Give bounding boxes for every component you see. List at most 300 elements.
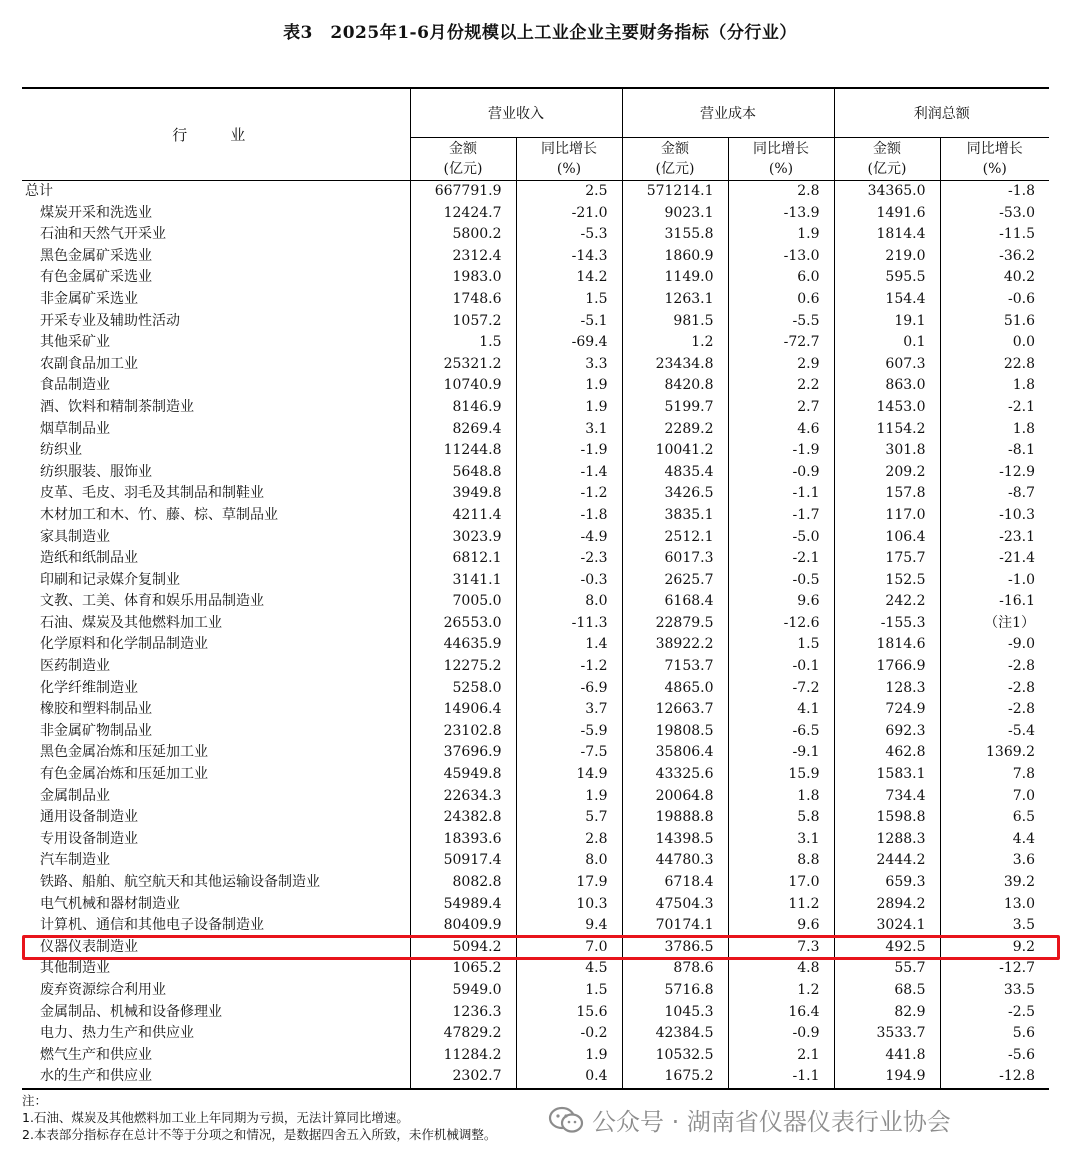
table-row [22, 980, 1049, 1002]
industry-name: 铁路、船舶、航空航天和其他运输设备制造业 [40, 874, 320, 890]
revenue-growth: 9.4 [516, 915, 622, 937]
profit-growth: 1.8 [940, 375, 1049, 397]
cost-growth: 1.2 [728, 980, 834, 1002]
table-row [22, 570, 1049, 592]
revenue-amount: 11244.8 [410, 440, 516, 462]
cost-growth: -5.0 [728, 527, 834, 549]
industry-name: 通用设备制造业 [40, 809, 138, 826]
revenue-amount: 3949.8 [410, 483, 516, 505]
profit-growth: 4.4 [940, 829, 1049, 851]
table-row [22, 937, 1049, 959]
profit-growth: -53.0 [940, 203, 1049, 225]
revenue-amount: 1.5 [410, 332, 516, 354]
cost-amount: 2625.7 [622, 570, 728, 592]
revenue-amount: 50917.4 [410, 850, 516, 872]
table-row [22, 397, 1049, 419]
watermark [548, 1102, 951, 1137]
profit-amount: 34365.0 [834, 181, 940, 203]
cost-amount: 6718.4 [622, 872, 728, 894]
revenue-amount: 8146.9 [410, 397, 516, 419]
revenue-amount: 12424.7 [410, 203, 516, 225]
cost-amount: 35806.4 [622, 742, 728, 764]
cost-growth: 16.4 [728, 1002, 834, 1024]
table-row [22, 224, 1049, 246]
revenue-growth: 8.0 [516, 850, 622, 872]
revenue-growth: 14.9 [516, 764, 622, 786]
industry-name: 造纸和纸制品业 [40, 550, 138, 567]
table-row [22, 354, 1049, 376]
profit-amount: 242.2 [834, 591, 940, 613]
cost-amount: 571214.1 [622, 181, 728, 203]
revenue-growth: 3.7 [516, 699, 622, 721]
profit-amount: 154.4 [834, 289, 940, 311]
revenue-amount: 1236.3 [410, 1002, 516, 1024]
industry-name: 非金属矿物制品业 [40, 722, 152, 739]
note-heading: 注： [22, 1093, 48, 1108]
revenue-growth: -5.1 [516, 311, 622, 333]
profit-growth: 7.8 [940, 764, 1049, 786]
revenue-growth: -2.3 [516, 548, 622, 570]
revenue-amount: 3141.1 [410, 570, 516, 592]
revenue-growth: -6.9 [516, 678, 622, 700]
profit-growth: -2.1 [940, 397, 1049, 419]
revenue-amount: 6812.1 [410, 548, 516, 570]
revenue-amount: 24382.8 [410, 807, 516, 829]
industry-name: 石油、煤炭及其他燃料加工业 [40, 614, 222, 631]
industry-name: 木材加工和木、竹、藤、棕、草制品业 [40, 506, 278, 523]
profit-amount: 117.0 [834, 505, 940, 527]
table-row [22, 1045, 1049, 1067]
industry-name: 金属制品、机械和设备修理业 [40, 1003, 222, 1020]
profit-amount: 1766.9 [834, 656, 940, 678]
profit-growth: （注1） [940, 613, 1049, 635]
profit-growth: -2.8 [940, 699, 1049, 721]
revenue-amount: 5648.8 [410, 462, 516, 484]
table-row [22, 332, 1049, 354]
industry-name: 家具制造业 [40, 528, 110, 545]
table-row [22, 246, 1049, 268]
cost-growth: 6.0 [728, 267, 834, 289]
revenue-growth: 1.9 [516, 1045, 622, 1067]
profit-growth: 40.2 [940, 267, 1049, 289]
profit-amount: 1814.4 [834, 224, 940, 246]
cost-growth: 2.9 [728, 354, 834, 376]
industry-name: 纺织业 [40, 442, 82, 459]
profit-amount: 1154.2 [834, 419, 940, 441]
profit-amount: 3533.7 [834, 1023, 940, 1045]
profit-growth: 3.6 [940, 850, 1049, 872]
table-row [22, 289, 1049, 311]
table-row [22, 656, 1049, 678]
revenue-growth: -5.9 [516, 721, 622, 743]
table-row [22, 699, 1049, 721]
profit-amount: 441.8 [834, 1045, 940, 1067]
profit-growth: 51.6 [940, 311, 1049, 333]
table-row [22, 850, 1049, 872]
cost-amount: 44780.3 [622, 850, 728, 872]
revenue-amount: 11284.2 [410, 1045, 516, 1067]
industry-name: 食品制造业 [40, 377, 110, 394]
revenue-amount: 25321.2 [410, 354, 516, 376]
wechat-icon [548, 1106, 584, 1134]
profit-growth: -1.8 [940, 181, 1049, 203]
revenue-growth: -1.2 [516, 483, 622, 505]
revenue-amount: 667791.9 [410, 181, 516, 203]
revenue-growth: 10.3 [516, 894, 622, 916]
revenue-growth: 15.6 [516, 1002, 622, 1024]
table-row [22, 915, 1049, 937]
profit-amount: 19.1 [834, 311, 940, 333]
revenue-growth: 7.0 [516, 937, 622, 959]
cost-amount: 6017.3 [622, 548, 728, 570]
cost-amount: 19808.5 [622, 721, 728, 743]
profit-growth: -8.1 [940, 440, 1049, 462]
cost-growth: 17.0 [728, 872, 834, 894]
profit-growth: 9.2 [940, 937, 1049, 959]
profit-growth: -16.1 [940, 591, 1049, 613]
profit-amount: 55.7 [834, 958, 940, 980]
revenue-amount: 3023.9 [410, 527, 516, 549]
industry-name: 其他采矿业 [40, 334, 110, 351]
header-growth: 同比增长 (%) [728, 138, 834, 181]
cost-amount: 3426.5 [622, 483, 728, 505]
cost-amount: 14398.5 [622, 829, 728, 851]
table-row [22, 678, 1049, 700]
revenue-amount: 5258.0 [410, 678, 516, 700]
table-row [22, 1066, 1049, 1089]
cost-growth: -0.5 [728, 570, 834, 592]
revenue-growth: 1.5 [516, 289, 622, 311]
cost-amount: 47504.3 [622, 894, 728, 916]
industry-name: 水的生产和供应业 [22, 1066, 410, 1089]
profit-growth: -8.7 [940, 483, 1049, 505]
cost-growth: -0.1 [728, 656, 834, 678]
cost-amount: 8420.8 [622, 375, 728, 397]
cost-growth: -72.7 [728, 332, 834, 354]
revenue-amount: 1983.0 [410, 267, 516, 289]
revenue-growth: -21.0 [516, 203, 622, 225]
cost-amount: 38922.2 [622, 634, 728, 656]
cost-amount: 3786.5 [622, 937, 728, 959]
profit-amount: 157.8 [834, 483, 940, 505]
cost-amount: 42384.5 [622, 1023, 728, 1045]
industry-name: 电力、热力生产和供应业 [40, 1025, 194, 1042]
industry-name: 纺织服装、服饰业 [40, 463, 152, 480]
cost-growth: 2.7 [728, 397, 834, 419]
header-profit: 利润总额 [834, 88, 1049, 138]
revenue-growth: -0.3 [516, 570, 622, 592]
table-row [22, 872, 1049, 894]
revenue-growth: -5.3 [516, 224, 622, 246]
table-row [22, 527, 1049, 549]
profit-growth: -21.4 [940, 548, 1049, 570]
cost-growth: -12.6 [728, 613, 834, 635]
profit-amount: 1583.1 [834, 764, 940, 786]
revenue-growth: 2.8 [516, 829, 622, 851]
profit-amount: 0.1 [834, 332, 940, 354]
profit-growth: -12.8 [940, 1066, 1049, 1089]
table-row [22, 1002, 1049, 1024]
cost-growth: -13.0 [728, 246, 834, 268]
table-row [22, 181, 1049, 203]
industry-name: 计算机、通信和其他电子设备制造业 [40, 917, 264, 934]
profit-amount: 219.0 [834, 246, 940, 268]
revenue-amount: 22634.3 [410, 786, 516, 808]
cost-amount: 9023.1 [622, 203, 728, 225]
revenue-growth: 5.7 [516, 807, 622, 829]
industry-name: 开采专业及辅助性活动 [40, 312, 180, 329]
table-row [22, 958, 1049, 980]
profit-amount: 1598.8 [834, 807, 940, 829]
table-row [22, 311, 1049, 333]
revenue-amount: 2312.4 [410, 246, 516, 268]
cost-amount: 7153.7 [622, 656, 728, 678]
industry-name: 皮革、毛皮、羽毛及其制品和制鞋业 [40, 485, 264, 502]
revenue-amount: 80409.9 [410, 915, 516, 937]
profit-growth: -1.0 [940, 570, 1049, 592]
profit-growth: -12.7 [940, 958, 1049, 980]
revenue-amount: 12275.2 [410, 656, 516, 678]
profit-amount: 209.2 [834, 462, 940, 484]
industry-name: 有色金属冶炼和压延加工业 [40, 766, 208, 783]
cost-growth: -1.9 [728, 440, 834, 462]
revenue-amount: 10740.9 [410, 375, 516, 397]
revenue-growth: -14.3 [516, 246, 622, 268]
table-row [22, 721, 1049, 743]
table-title: 表3 2025年1-6月份规模以上工业企业主要财务指标（分行业） [283, 23, 797, 43]
revenue-amount: 5800.2 [410, 224, 516, 246]
revenue-amount: 1065.2 [410, 958, 516, 980]
cost-amount: 3835.1 [622, 505, 728, 527]
revenue-growth: -1.9 [516, 440, 622, 462]
revenue-growth: -11.3 [516, 613, 622, 635]
cost-amount: 1.2 [622, 332, 728, 354]
profit-growth: 0.0 [940, 332, 1049, 354]
revenue-amount: 1057.2 [410, 311, 516, 333]
profit-growth: -23.1 [940, 527, 1049, 549]
cost-amount: 1860.9 [622, 246, 728, 268]
cost-amount: 22879.5 [622, 613, 728, 635]
table-row [22, 1023, 1049, 1045]
profit-growth: -9.0 [940, 634, 1049, 656]
cost-amount: 70174.1 [622, 915, 728, 937]
cost-amount: 1045.3 [622, 1002, 728, 1024]
profit-amount: -155.3 [834, 613, 940, 635]
revenue-growth: -69.4 [516, 332, 622, 354]
profit-amount: 68.5 [834, 980, 940, 1002]
industry-name: 非金属矿采选业 [40, 290, 138, 307]
industry-name: 石油和天然气开采业 [40, 226, 166, 243]
profit-growth: 22.8 [940, 354, 1049, 376]
cost-amount: 10041.2 [622, 440, 728, 462]
header-growth: 同比增长 (%) [940, 138, 1049, 181]
revenue-amount: 1748.6 [410, 289, 516, 311]
industry-name: 有色金属矿采选业 [40, 269, 152, 286]
header-cost: 营业成本 [622, 88, 834, 138]
cost-growth: 9.6 [728, 591, 834, 613]
watermark-text: 公众号 · 湖南省仪器仪表行业协会 [592, 1108, 951, 1136]
table-row [22, 548, 1049, 570]
profit-amount: 175.7 [834, 548, 940, 570]
revenue-amount: 8082.8 [410, 872, 516, 894]
profit-growth: 6.5 [940, 807, 1049, 829]
table-row [22, 829, 1049, 851]
revenue-growth: -1.2 [516, 656, 622, 678]
cost-amount: 1675.2 [622, 1066, 728, 1089]
table-body [22, 181, 1049, 1089]
table-row [22, 807, 1049, 829]
profit-growth: -0.6 [940, 289, 1049, 311]
profit-amount: 863.0 [834, 375, 940, 397]
profit-amount: 106.4 [834, 527, 940, 549]
cost-growth: 1.9 [728, 224, 834, 246]
profit-growth: 39.2 [940, 872, 1049, 894]
profit-growth: 5.6 [940, 1023, 1049, 1045]
cost-growth: 15.9 [728, 764, 834, 786]
note-1: 1.石油、煤炭及其他燃料加工业上年同期为亏损，无法计算同比增速。 [22, 1110, 409, 1125]
industry-name: 化学原料和化学制品制造业 [40, 636, 208, 653]
cost-amount: 20064.8 [622, 786, 728, 808]
industry-name: 电气机械和器材制造业 [40, 895, 180, 912]
cost-growth: -13.9 [728, 203, 834, 225]
table-row [22, 440, 1049, 462]
table-row [22, 742, 1049, 764]
profit-growth: -10.3 [940, 505, 1049, 527]
profit-growth: -12.9 [940, 462, 1049, 484]
cost-amount: 878.6 [622, 958, 728, 980]
revenue-growth: 14.2 [516, 267, 622, 289]
revenue-amount: 18393.6 [410, 829, 516, 851]
profit-amount: 1288.3 [834, 829, 940, 851]
table-row [22, 764, 1049, 786]
profit-growth: -5.6 [940, 1045, 1049, 1067]
cost-amount: 5716.8 [622, 980, 728, 1002]
industry-name: 医药制造业 [40, 658, 110, 675]
cost-amount: 1263.1 [622, 289, 728, 311]
industry-name: 黑色金属冶炼和压延加工业 [40, 744, 208, 761]
revenue-amount: 5094.2 [410, 937, 516, 959]
table-row [22, 591, 1049, 613]
profit-growth: 1.8 [940, 419, 1049, 441]
table-row [22, 894, 1049, 916]
profit-growth: -2.8 [940, 678, 1049, 700]
industry-name: 专用设备制造业 [40, 830, 138, 847]
cost-amount: 3155.8 [622, 224, 728, 246]
revenue-growth: 2.5 [516, 181, 622, 203]
cost-growth: 2.8 [728, 181, 834, 203]
industry-name: 金属制品业 [40, 787, 110, 804]
revenue-growth: 1.9 [516, 375, 622, 397]
cost-growth: -5.5 [728, 311, 834, 333]
revenue-amount: 14906.4 [410, 699, 516, 721]
cost-growth: -9.1 [728, 742, 834, 764]
industry-name: 橡胶和塑料制品业 [40, 701, 152, 718]
revenue-amount: 7005.0 [410, 591, 516, 613]
revenue-growth: 3.3 [516, 354, 622, 376]
industry-name: 煤炭开采和洗选业 [40, 204, 152, 221]
cost-growth: -7.2 [728, 678, 834, 700]
revenue-amount: 2302.7 [410, 1066, 516, 1089]
profit-growth: -11.5 [940, 224, 1049, 246]
revenue-growth: -1.4 [516, 462, 622, 484]
revenue-growth: 1.9 [516, 397, 622, 419]
revenue-amount: 37696.9 [410, 742, 516, 764]
profit-growth: 1369.2 [940, 742, 1049, 764]
profit-amount: 595.5 [834, 267, 940, 289]
profit-amount: 194.9 [834, 1066, 940, 1089]
industry-name: 烟草制品业 [40, 420, 110, 437]
cost-growth: 2.2 [728, 375, 834, 397]
note-2: 2.本表部分指标存在总计不等于分项之和情况，是数据四舍五入所致，未作机械调整。 [22, 1127, 497, 1142]
revenue-amount: 26553.0 [410, 613, 516, 635]
industry-name: 总计 [25, 183, 53, 199]
cost-growth: -0.9 [728, 462, 834, 484]
profit-amount: 2894.2 [834, 894, 940, 916]
revenue-amount: 47829.2 [410, 1023, 516, 1045]
profit-growth: -5.4 [940, 721, 1049, 743]
profit-amount: 734.4 [834, 786, 940, 808]
profit-amount: 3024.1 [834, 915, 940, 937]
cost-growth: 8.8 [728, 850, 834, 872]
industry-name: 黑色金属矿采选业 [40, 247, 152, 264]
cost-growth: 7.3 [728, 937, 834, 959]
profit-amount: 724.9 [834, 699, 940, 721]
cost-amount: 6168.4 [622, 591, 728, 613]
cost-amount: 43325.6 [622, 764, 728, 786]
cost-amount: 23434.8 [622, 354, 728, 376]
table-row [22, 375, 1049, 397]
cost-growth: -1.7 [728, 505, 834, 527]
header-amount: 金额 (亿元) [834, 138, 940, 181]
header-revenue: 营业收入 [410, 88, 622, 138]
table-row [22, 267, 1049, 289]
cost-growth: 4.1 [728, 699, 834, 721]
industry-name: 印刷和记录媒介复制业 [40, 571, 180, 588]
cost-growth: 0.6 [728, 289, 834, 311]
revenue-growth: -0.2 [516, 1023, 622, 1045]
revenue-growth: -4.9 [516, 527, 622, 549]
profit-growth: 13.0 [940, 894, 1049, 916]
header-industry: 行 业 [22, 88, 410, 181]
revenue-growth: 8.0 [516, 591, 622, 613]
revenue-growth: 3.1 [516, 419, 622, 441]
table-row [22, 203, 1049, 225]
revenue-amount: 44635.9 [410, 634, 516, 656]
industry-name: 汽车制造业 [40, 852, 110, 869]
revenue-amount: 5949.0 [410, 980, 516, 1002]
revenue-amount: 4211.4 [410, 505, 516, 527]
cost-growth: 5.8 [728, 807, 834, 829]
revenue-growth: 1.4 [516, 634, 622, 656]
profit-growth: 3.5 [940, 915, 1049, 937]
cost-growth: 2.1 [728, 1045, 834, 1067]
footnotes [22, 1092, 496, 1143]
cost-growth: 11.2 [728, 894, 834, 916]
cost-amount: 4865.0 [622, 678, 728, 700]
revenue-growth: 1.5 [516, 980, 622, 1002]
profit-amount: 659.3 [834, 872, 940, 894]
table-row [22, 613, 1049, 635]
cost-amount: 2289.2 [622, 419, 728, 441]
cost-growth: -0.9 [728, 1023, 834, 1045]
profit-amount: 1453.0 [834, 397, 940, 419]
industry-name: 化学纤维制造业 [40, 679, 138, 696]
cost-growth: 1.8 [728, 786, 834, 808]
cost-growth: 4.8 [728, 958, 834, 980]
profit-amount: 462.8 [834, 742, 940, 764]
table-row [22, 505, 1049, 527]
cost-amount: 981.5 [622, 311, 728, 333]
